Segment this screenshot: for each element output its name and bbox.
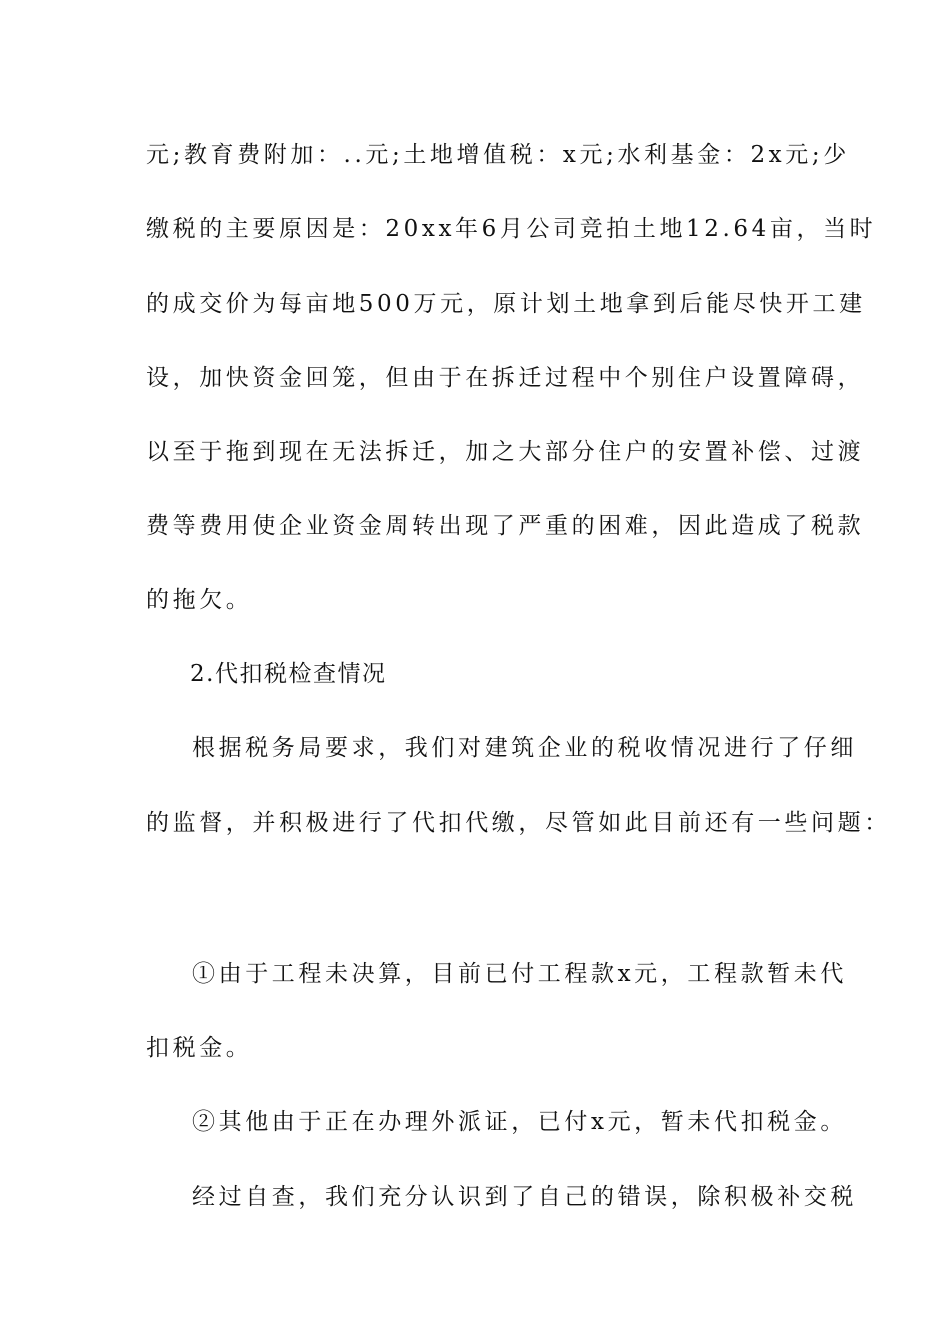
paragraph-line: 费等费用使企业资金周转出现了严重的困难，因此造成了税款 [146,513,865,539]
paragraph-line: 的成交价为每亩地500万元，原计划土地拿到后能尽快开工建 [146,291,866,317]
list-item-continuation: 扣税金。 [146,1035,253,1061]
paragraph-line: 元;教育费附加：..元;土地增值税：x元;水利基金：2x元;少 [146,142,850,168]
paragraph-line: 的拖欠。 [146,587,253,613]
list-item: ①由于工程未决算，目前已付工程款x元，工程款暂未代 [192,961,847,987]
paragraph-line: 经过自查，我们充分认识到了自己的错误，除积极补交税 [192,1184,857,1210]
paragraph-line: 设，加快资金回笼，但由于在拆迁过程中个别住户设置障碍， [146,365,865,391]
paragraph-line: 缴税的主要原因是：20xx年6月公司竞拍土地12.64亩，当时 [146,216,877,242]
paragraph-line: 的监督，并积极进行了代扣代缴，尽管如此目前还有一些问题： [146,810,891,836]
paragraph-line: 根据税务局要求，我们对建筑企业的税收情况进行了仔细 [192,735,857,761]
list-item: ②其他由于正在办理外派证，已付x元，暂未代扣税金。 [192,1109,847,1135]
section-heading: 2.代扣税检查情况 [190,661,387,687]
paragraph-line: 以至于拖到现在无法拆迁，加之大部分住户的安置补偿、过渡 [146,439,865,465]
